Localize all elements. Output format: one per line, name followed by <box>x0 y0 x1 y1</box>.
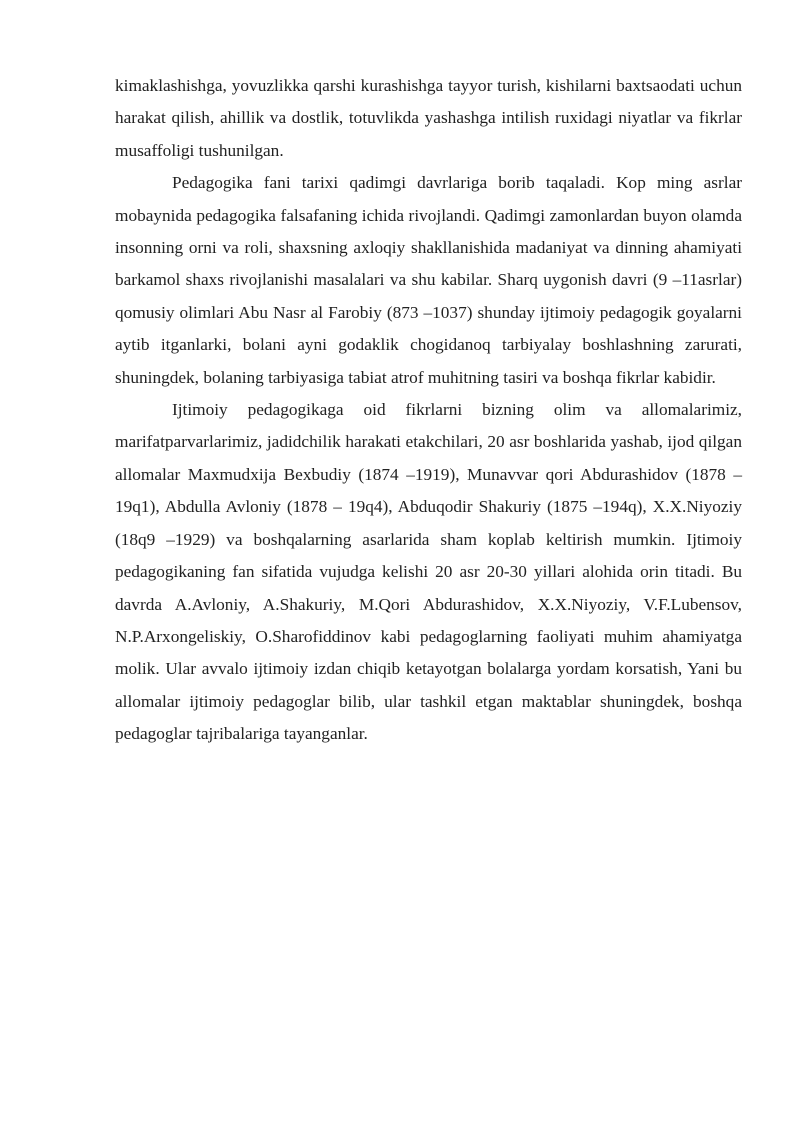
paragraph-history: Pedagogika fani tarixi qadimgi davrlariga borib taqaladi. Kop ming asrlar mobaynida pedagogika falsafaning ichida rivojlandi. Qadimgi zamonlardan buyon olamda insonning orni va roli, shaxsning axloqiy shakllanishida madaniyat va dinning ahamiyati barkamol shaxs rivojlanishi masalalari va shu kabilar. Sharq uygonish davri (9 –11asrlar) qomusiy olimlari Abu Nasr al Farobiy (873 –1037) shunday ijtimoiy pedagogik goyalarni aytib itganlarki, bolani ayni godaklik chogidanoq tarbiyalay boshlashning zarurati, shuningdek, bolaning tarbiyasiga tabiat atrof muhitning tasiri va boshqa fikrlar kabidir. <box>115 173 742 387</box>
document-body <box>115 70 742 751</box>
paragraph-continuation: kimaklashishga, yovuzlikka qarshi kurashishga tayyor turish, kishilarni baxtsaodati uchun harakat qilish, ahillik va dostlik, totuvlikda yashashga intilish ruxidagi niyatlar va fikrlar musaffoligi tushunilgan. <box>115 76 742 160</box>
paragraph-social-pedagogy: Ijtimoiy pedagogikaga oid fikrlarni bizning olim va allomalarimiz, marifatparvarlarimiz, jadidchilik harakati etakchilari, 20 asr boshlarida yashab, ijod qilgan allomalar Maxmudxija Bexbudiy (1874 –1919), Munavvar qori Abdurashidov (1878 –19q1), Abdulla Avloniy (1878 – 19q4), Abduqodir Shakuriy (1875 –194q), X.X.Niyoziy (18q9 –1929) va boshqalarning asarlarida sham koplab keltirish mumkin. Ijtimoiy pedagogikaning fan sifatida vujudga kelishi 20 asr 20-30 yillari alohida orin titadi. Bu davrda A.Avloniy, A.Shakuriy, M.Qori Abdurashidov, X.X.Niyoziy, V.F.Lubensov, N.P.Arxongeliskiy, O.Sharofiddinov kabi pedagoglarning faoliyati muhim ahamiyatga molik. Ular avvalo ijtimoiy izdan chiqib ketayotgan bolalarga yordam korsatish, Yani bu allomalar ijtimoiy pedagoglar bilib, ular tashkil etgan maktablar shuningdek, boshqa pedagoglar tajribalariga tayanganlar. <box>115 400 742 744</box>
